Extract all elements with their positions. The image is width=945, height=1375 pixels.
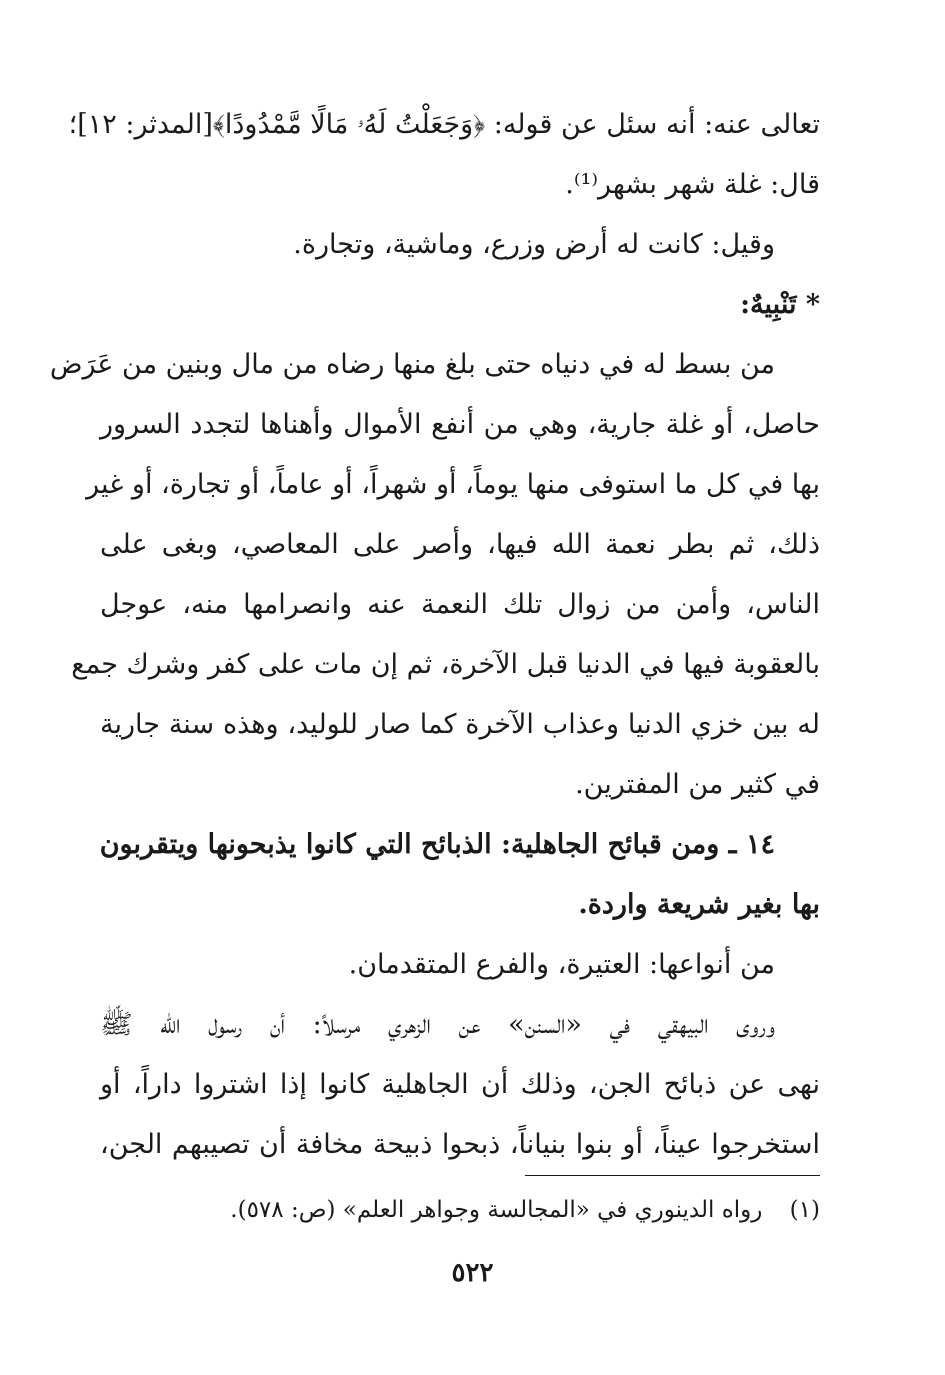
text-line: بها في كل ما استوفى منها يوماً، أو شهراً، أو عاماً، أو تجارة، أو غير xyxy=(86,469,820,500)
text-line: استخرجوا عيناً، أو بنوا بنياناً، ذبحوا ذبيحة مخافة أن تصيبهم الجن، xyxy=(100,1129,820,1160)
text-line: في كثير من المفترين. xyxy=(575,769,820,800)
text-line: وقيل: كانت له أرض وزرع، وماشية، وتجارة. xyxy=(293,229,775,260)
footnote-text: رواه الدينوري في «المجالسة وجواهر العلم» (ص: ٥٧٨). xyxy=(230,1197,763,1223)
page-body xyxy=(49,95,820,1175)
text-line: الناس، وأمن من زوال تلك النعمة عنه وانصرامها منه، عوجل xyxy=(100,589,820,620)
text-line: تعالى عنه: أنه سئل عن قوله: ﴿وَجَعَلْتُ لَهُۥ مَالًا مَّمْدُودًا﴾[المدثر: ١٢]؛ xyxy=(68,109,820,140)
text-line: قال: غلة شهر بشهر⁽¹⁾. xyxy=(565,169,820,200)
text-line: نهى عن ذبائح الجن، وذلك أن الجاهلية كانوا إذا اشتروا داراً، أو xyxy=(100,1069,820,1100)
footnote-divider xyxy=(525,1175,820,1176)
text-line: وروى البيهقي في «السنن» عن الزهري مرسلاً: أن رسول الله ﷺ xyxy=(100,1009,775,1040)
text-line: له بين خزي الدنيا وعذاب الآخرة كما صار للوليد، وهذه سنة جارية xyxy=(100,709,820,740)
footnote xyxy=(100,1190,820,1230)
text-line: ١٤ ـ ومن قبائح الجاهلية: الذبائح التي كانوا يذبحونها ويتقربون xyxy=(99,829,775,860)
text-line: من أنواعها: العتيرة، والفرع المتقدمان. xyxy=(348,949,775,980)
footnote-number: (١) xyxy=(789,1197,820,1223)
text-line: حاصل، أو غلة جارية، وهي من أنفع الأموال وأهناها لتجدد السرور xyxy=(100,409,820,440)
text-line: ذلك، ثم بطر نعمة الله فيها، وأصر على المعاصي، وبغى على xyxy=(100,529,820,560)
page-number: ٥٢٢ xyxy=(451,1258,494,1288)
text-line: من بسط له في دنياه حتى بلغ منها رضاه من مال وبنين من عَرَض xyxy=(49,349,775,380)
text-line: * تَنْبِيهٌ: xyxy=(740,289,820,320)
text-line: بالعقوبة فيها في الدنيا قبل الآخرة، ثم إن مات على كفر وشرك جمع xyxy=(71,649,820,680)
text-line: بها بغير شريعة واردة. xyxy=(578,889,820,920)
